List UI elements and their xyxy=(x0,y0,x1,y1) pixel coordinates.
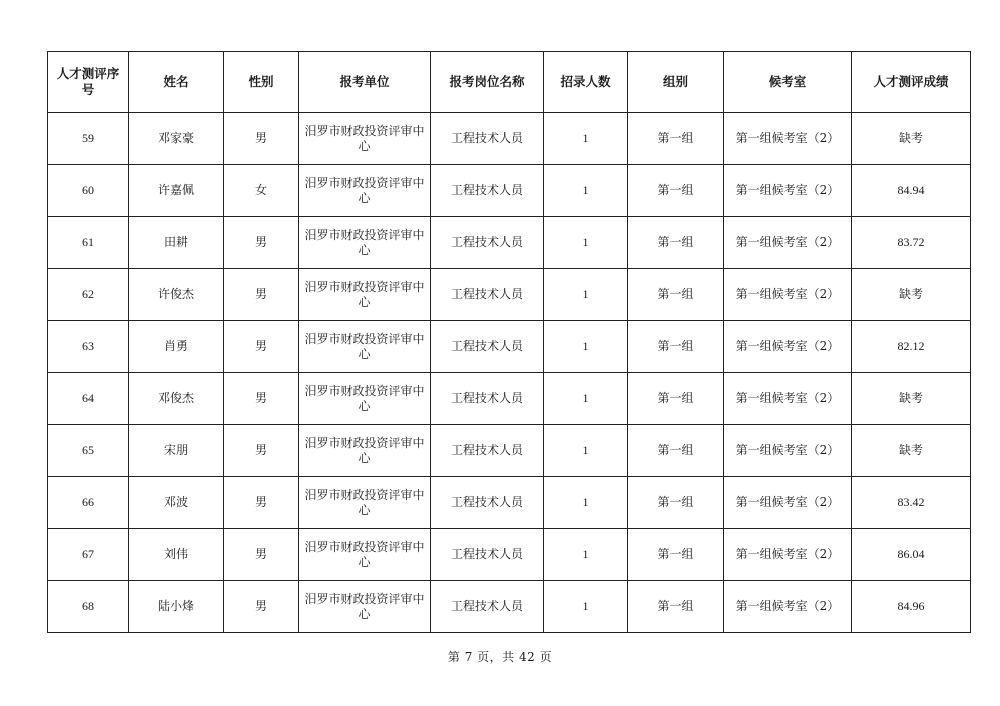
cell-score: 缺考 xyxy=(852,113,971,165)
cell-score: 缺考 xyxy=(852,373,971,425)
cell-waiting-room: 第一组候考室（2） xyxy=(724,425,852,477)
cell-position: 工程技术人员 xyxy=(431,581,544,633)
cell-quota: 1 xyxy=(544,425,628,477)
cell-quota: 1 xyxy=(544,113,628,165)
cell-quota: 1 xyxy=(544,373,628,425)
cell-name: 许嘉佩 xyxy=(129,165,224,217)
cell-score: 82.12 xyxy=(852,321,971,373)
cell-waiting-room: 第一组候考室（2） xyxy=(724,113,852,165)
page-number-footer: 第 7 页，共 42 页 xyxy=(447,650,553,664)
cell-group: 第一组 xyxy=(628,113,724,165)
cell-unit: 汨罗市财政投资评审中心 xyxy=(299,529,431,581)
cell-quota: 1 xyxy=(544,217,628,269)
cell-name: 许俊杰 xyxy=(129,269,224,321)
cell-waiting-room: 第一组候考室（2） xyxy=(724,217,852,269)
table-row xyxy=(48,269,971,321)
cell-waiting-room: 第一组候考室（2） xyxy=(724,165,852,217)
cell-unit: 汨罗市财政投资评审中心 xyxy=(299,373,431,425)
header-cell-unit: 报考单位 xyxy=(299,52,431,113)
cell-unit: 汨罗市财政投资评审中心 xyxy=(299,113,431,165)
cell-position: 工程技术人员 xyxy=(431,217,544,269)
cell-score: 缺考 xyxy=(852,269,971,321)
header-cell-waiting-room: 候考室 xyxy=(724,52,852,113)
results-table xyxy=(47,51,971,633)
cell-waiting-room: 第一组候考室（2） xyxy=(724,529,852,581)
table-row xyxy=(48,529,971,581)
cell-gender: 男 xyxy=(224,477,299,529)
cell-group: 第一组 xyxy=(628,217,724,269)
cell-gender: 男 xyxy=(224,217,299,269)
cell-gender: 男 xyxy=(224,529,299,581)
cell-group: 第一组 xyxy=(628,529,724,581)
cell-name: 邓俊杰 xyxy=(129,373,224,425)
cell-serial: 62 xyxy=(48,269,129,321)
cell-group: 第一组 xyxy=(628,269,724,321)
table-row xyxy=(48,321,971,373)
cell-unit: 汨罗市财政投资评审中心 xyxy=(299,425,431,477)
cell-serial: 65 xyxy=(48,425,129,477)
table-header-row xyxy=(48,52,971,113)
cell-serial: 59 xyxy=(48,113,129,165)
header-cell-serial: 人才测评序号 xyxy=(48,52,129,113)
cell-gender: 女 xyxy=(224,165,299,217)
cell-score: 83.72 xyxy=(852,217,971,269)
cell-serial: 66 xyxy=(48,477,129,529)
cell-unit: 汨罗市财政投资评审中心 xyxy=(299,269,431,321)
table-row xyxy=(48,113,971,165)
cell-quota: 1 xyxy=(544,165,628,217)
cell-score: 84.94 xyxy=(852,165,971,217)
cell-serial: 60 xyxy=(48,165,129,217)
table-row xyxy=(48,217,971,269)
cell-unit: 汨罗市财政投资评审中心 xyxy=(299,165,431,217)
cell-group: 第一组 xyxy=(628,165,724,217)
cell-score: 83.42 xyxy=(852,477,971,529)
cell-unit: 汨罗市财政投资评审中心 xyxy=(299,477,431,529)
cell-position: 工程技术人员 xyxy=(431,529,544,581)
header-cell-quota: 招录人数 xyxy=(544,52,628,113)
cell-gender: 男 xyxy=(224,269,299,321)
cell-group: 第一组 xyxy=(628,373,724,425)
cell-group: 第一组 xyxy=(628,321,724,373)
table-row xyxy=(48,425,971,477)
header-cell-gender: 性别 xyxy=(224,52,299,113)
cell-waiting-room: 第一组候考室（2） xyxy=(724,373,852,425)
table-row xyxy=(48,581,971,633)
cell-quota: 1 xyxy=(544,529,628,581)
cell-gender: 男 xyxy=(224,425,299,477)
cell-serial: 63 xyxy=(48,321,129,373)
cell-position: 工程技术人员 xyxy=(431,425,544,477)
cell-position: 工程技术人员 xyxy=(431,269,544,321)
cell-unit: 汨罗市财政投资评审中心 xyxy=(299,217,431,269)
cell-name: 陆小烽 xyxy=(129,581,224,633)
cell-unit: 汨罗市财政投资评审中心 xyxy=(299,581,431,633)
cell-name: 邓波 xyxy=(129,477,224,529)
table-row xyxy=(48,373,971,425)
cell-gender: 男 xyxy=(224,581,299,633)
cell-quota: 1 xyxy=(544,581,628,633)
cell-quota: 1 xyxy=(544,269,628,321)
cell-gender: 男 xyxy=(224,113,299,165)
cell-name: 宋朋 xyxy=(129,425,224,477)
cell-serial: 61 xyxy=(48,217,129,269)
cell-position: 工程技术人员 xyxy=(431,165,544,217)
cell-name: 邓家豪 xyxy=(129,113,224,165)
table-row xyxy=(48,165,971,217)
header-cell-name: 姓名 xyxy=(129,52,224,113)
cell-name: 肖勇 xyxy=(129,321,224,373)
header-cell-position: 报考岗位名称 xyxy=(431,52,544,113)
cell-waiting-room: 第一组候考室（2） xyxy=(724,269,852,321)
cell-score: 84.96 xyxy=(852,581,971,633)
cell-position: 工程技术人员 xyxy=(431,321,544,373)
cell-position: 工程技术人员 xyxy=(431,477,544,529)
cell-gender: 男 xyxy=(224,321,299,373)
cell-position: 工程技术人员 xyxy=(431,113,544,165)
header-cell-group: 组别 xyxy=(628,52,724,113)
cell-serial: 67 xyxy=(48,529,129,581)
cell-group: 第一组 xyxy=(628,425,724,477)
cell-waiting-room: 第一组候考室（2） xyxy=(724,581,852,633)
cell-group: 第一组 xyxy=(628,581,724,633)
table-row xyxy=(48,477,971,529)
cell-waiting-room: 第一组候考室（2） xyxy=(724,477,852,529)
cell-score: 86.04 xyxy=(852,529,971,581)
cell-gender: 男 xyxy=(224,373,299,425)
cell-quota: 1 xyxy=(544,477,628,529)
cell-waiting-room: 第一组候考室（2） xyxy=(724,321,852,373)
cell-quota: 1 xyxy=(544,321,628,373)
header-cell-score: 人才测评成绩 xyxy=(852,52,971,113)
cell-position: 工程技术人员 xyxy=(431,373,544,425)
cell-name: 刘伟 xyxy=(129,529,224,581)
cell-group: 第一组 xyxy=(628,477,724,529)
cell-serial: 64 xyxy=(48,373,129,425)
cell-unit: 汨罗市财政投资评审中心 xyxy=(299,321,431,373)
cell-name: 田耕 xyxy=(129,217,224,269)
cell-serial: 68 xyxy=(48,581,129,633)
cell-score: 缺考 xyxy=(852,425,971,477)
